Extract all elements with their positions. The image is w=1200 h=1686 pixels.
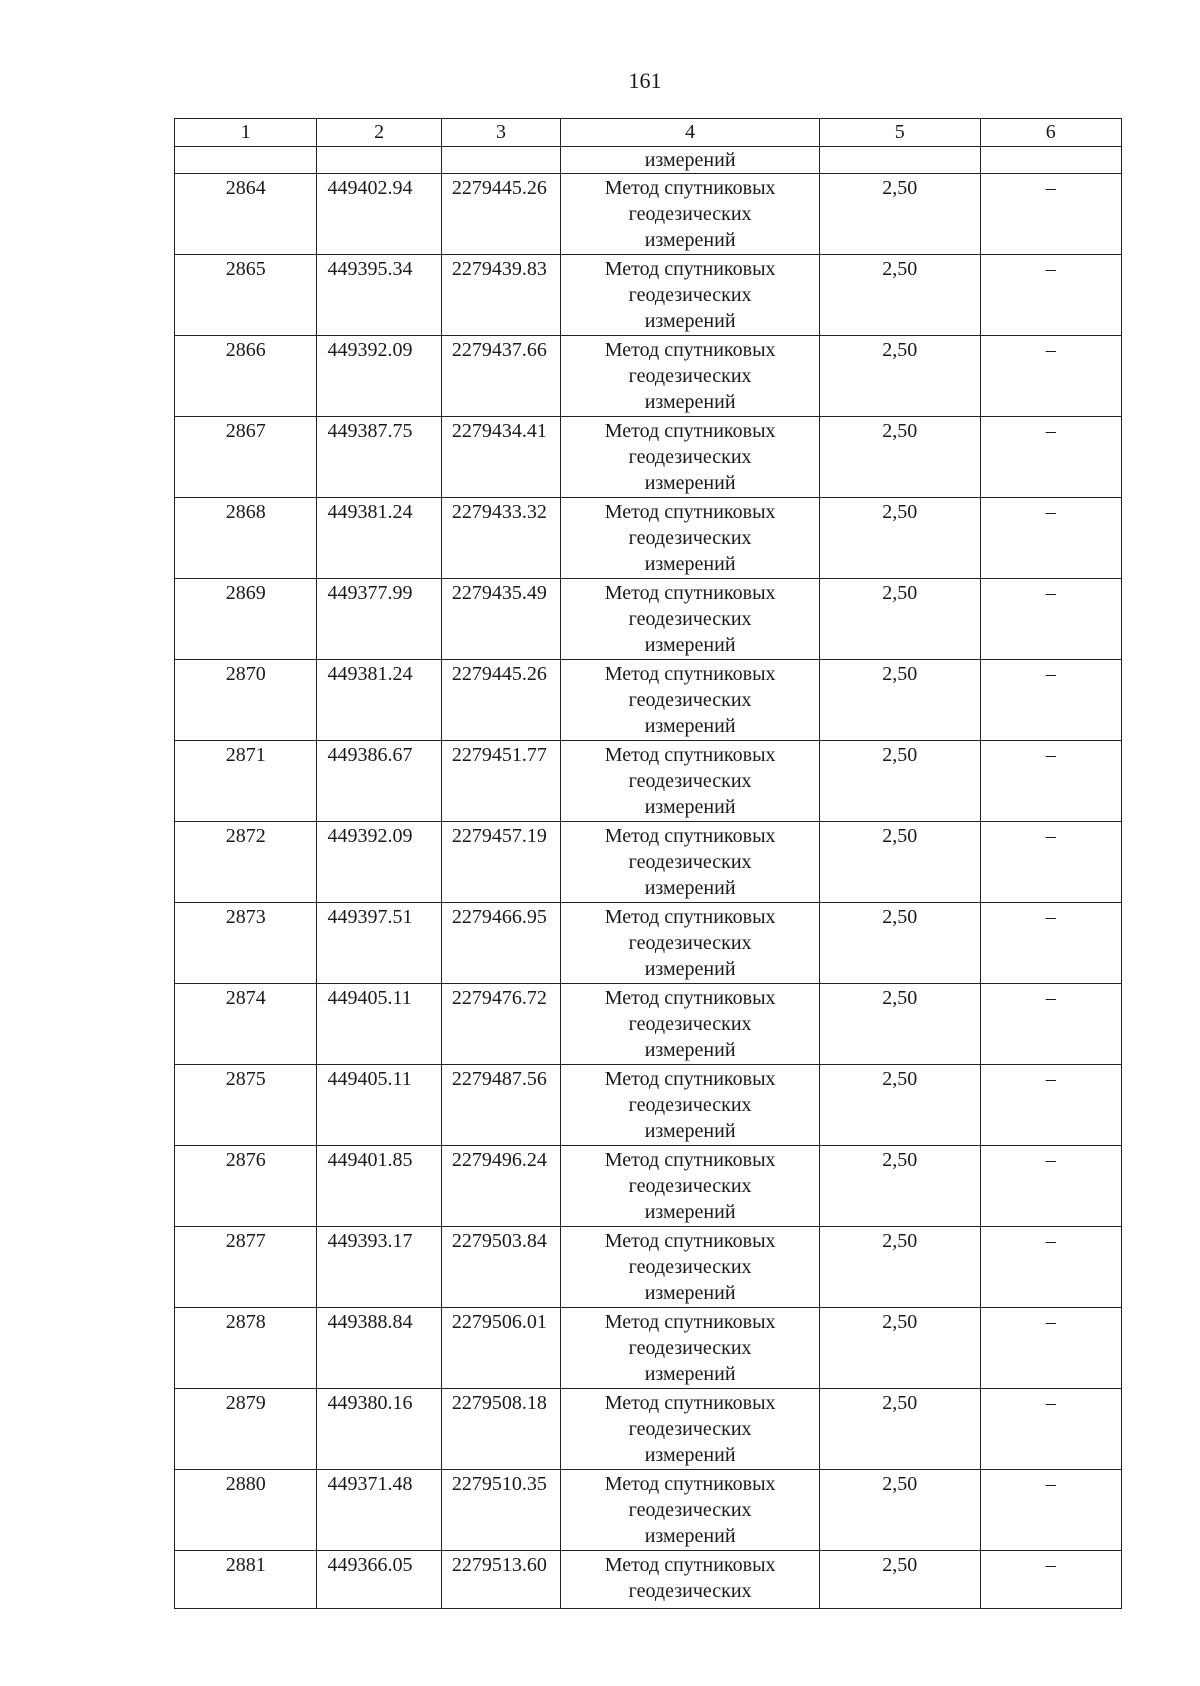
method-line: геодезических <box>628 284 752 306</box>
point-number-cell: 2864 <box>175 174 317 255</box>
method-line: измерений <box>644 1363 736 1385</box>
method-line: Метод спутниковых <box>604 987 776 1009</box>
accuracy-cell: 2,50 <box>820 1146 981 1227</box>
accuracy-cell: 2,50 <box>820 579 981 660</box>
x-coordinate-cell: 449387.75 <box>317 417 441 498</box>
method-cell <box>561 417 820 498</box>
note-cell: – <box>980 1470 1121 1551</box>
method-line: измерений <box>644 472 736 494</box>
method-line: геодезических <box>628 203 752 225</box>
x-coordinate-cell: 449395.34 <box>317 255 441 336</box>
x-coordinate-cell: 449393.17 <box>317 1227 441 1308</box>
x-coordinate-cell: 449380.16 <box>317 1389 441 1470</box>
method-line: Метод спутниковых <box>604 339 776 361</box>
method-cell <box>561 1146 820 1227</box>
method-line: измерений <box>644 310 736 332</box>
y-coordinate-cell: 2279496.24 <box>441 1146 560 1227</box>
table-row <box>175 741 1122 822</box>
note-cell: – <box>980 174 1121 255</box>
table-row <box>175 1470 1122 1551</box>
continuation-row <box>175 147 1122 174</box>
point-number-cell: 2880 <box>175 1470 317 1551</box>
method-line: измерений <box>644 391 736 413</box>
method-line: измерений <box>644 1039 736 1061</box>
accuracy-cell: 2,50 <box>820 660 981 741</box>
x-coordinate-cell: 449366.05 <box>317 1551 441 1609</box>
y-coordinate-cell: 2279466.95 <box>441 903 560 984</box>
method-cell <box>561 498 820 579</box>
table-row <box>175 417 1122 498</box>
y-coordinate-cell: 2279445.26 <box>441 660 560 741</box>
y-coordinate-cell: 2279433.32 <box>441 498 560 579</box>
method-line: Метод спутниковых <box>604 825 776 847</box>
method-cell <box>561 1470 820 1551</box>
table-row <box>175 1146 1122 1227</box>
method-line: Метод спутниковых <box>604 1149 776 1171</box>
x-coordinate-cell: 449402.94 <box>317 174 441 255</box>
x-coordinate-cell: 449381.24 <box>317 498 441 579</box>
method-cell <box>561 822 820 903</box>
method-cell <box>561 174 820 255</box>
method-line: геодезических <box>628 851 752 873</box>
method-cell <box>561 1308 820 1389</box>
method-line: измерений <box>644 877 736 899</box>
x-coordinate-cell: 449392.09 <box>317 336 441 417</box>
note-cell: – <box>980 1308 1121 1389</box>
method-line: геодезических <box>628 608 752 630</box>
y-coordinate-cell: 2279435.49 <box>441 579 560 660</box>
x-coordinate-cell: 449405.11 <box>317 1065 441 1146</box>
point-number-cell: 2869 <box>175 579 317 660</box>
accuracy-cell: 2,50 <box>820 1227 981 1308</box>
accuracy-cell: 2,50 <box>820 1389 981 1470</box>
accuracy-cell: 2,50 <box>820 741 981 822</box>
accuracy-cell: 2,50 <box>820 1065 981 1146</box>
method-line: измерений <box>644 1444 736 1466</box>
column-header: 6 <box>980 119 1121 147</box>
method-line: Метод спутниковых <box>604 1230 776 1252</box>
point-number-cell: 2875 <box>175 1065 317 1146</box>
note-cell: – <box>980 1227 1121 1308</box>
y-coordinate-cell: 2279451.77 <box>441 741 560 822</box>
x-coordinate-cell: 449381.24 <box>317 660 441 741</box>
method-line: Метод спутниковых <box>604 1554 776 1576</box>
method-line: геодезических <box>628 365 752 387</box>
method-line: геодезических <box>628 1418 752 1440</box>
table-row <box>175 498 1122 579</box>
note-cell: – <box>980 984 1121 1065</box>
method-line: геодезических <box>628 932 752 954</box>
x-coordinate-cell: 449401.85 <box>317 1146 441 1227</box>
method-line: измерений <box>644 796 736 818</box>
y-coordinate-cell: 2279434.41 <box>441 417 560 498</box>
point-number-cell: 2879 <box>175 1389 317 1470</box>
table-row <box>175 1227 1122 1308</box>
method-line: геодезических <box>628 1499 752 1521</box>
method-line: Метод спутниковых <box>604 501 776 523</box>
y-coordinate-cell: 2279510.35 <box>441 1470 560 1551</box>
method-line: измерений <box>644 1120 736 1142</box>
table-row <box>175 1551 1122 1609</box>
y-coordinate-cell: 2279513.60 <box>441 1551 560 1609</box>
method-cell <box>561 1389 820 1470</box>
x-coordinate-cell: 449392.09 <box>317 822 441 903</box>
y-coordinate-cell: 2279445.26 <box>441 174 560 255</box>
table-row <box>175 255 1122 336</box>
continuation-text: измерений <box>561 147 820 174</box>
method-line: геодезических <box>628 1094 752 1116</box>
method-line: Метод спутниковых <box>604 1068 776 1090</box>
table-row <box>175 1389 1122 1470</box>
accuracy-cell: 2,50 <box>820 336 981 417</box>
note-cell: – <box>980 579 1121 660</box>
method-line: Метод спутниковых <box>604 582 776 604</box>
method-line: Метод спутниковых <box>604 258 776 280</box>
method-line: геодезических <box>628 446 752 468</box>
accuracy-cell: 2,50 <box>820 1470 981 1551</box>
page-number: 161 <box>628 68 662 93</box>
table-row <box>175 336 1122 417</box>
method-line: измерений <box>644 634 736 656</box>
x-coordinate-cell: 449405.11 <box>317 984 441 1065</box>
accuracy-cell: 2,50 <box>820 1308 981 1389</box>
method-line: измерений <box>644 958 736 980</box>
point-number-cell: 2874 <box>175 984 317 1065</box>
method-line: геодезических <box>628 1256 752 1278</box>
table-row <box>175 174 1122 255</box>
table-cell <box>820 147 981 174</box>
note-cell: – <box>980 822 1121 903</box>
y-coordinate-cell: 2279476.72 <box>441 984 560 1065</box>
table-header-row <box>175 119 1122 147</box>
y-coordinate-cell: 2279437.66 <box>441 336 560 417</box>
method-line: геодезических <box>628 1013 752 1035</box>
point-number-cell: 2878 <box>175 1308 317 1389</box>
method-line: геодезических <box>628 1337 752 1359</box>
note-cell: – <box>980 255 1121 336</box>
point-number-cell: 2871 <box>175 741 317 822</box>
method-line: геодезических <box>628 689 752 711</box>
table-row <box>175 1308 1122 1389</box>
point-number-cell: 2865 <box>175 255 317 336</box>
note-cell: – <box>980 1065 1121 1146</box>
method-line: геодезических <box>628 770 752 792</box>
method-line: измерений <box>644 715 736 737</box>
column-header: 3 <box>441 119 560 147</box>
table-cell <box>441 147 560 174</box>
method-line: Метод спутниковых <box>604 663 776 685</box>
method-cell <box>561 903 820 984</box>
method-line: Метод спутниковых <box>604 420 776 442</box>
y-coordinate-cell: 2279439.83 <box>441 255 560 336</box>
y-coordinate-cell: 2279508.18 <box>441 1389 560 1470</box>
method-line: Метод спутниковых <box>604 744 776 766</box>
point-number-cell: 2877 <box>175 1227 317 1308</box>
accuracy-cell: 2,50 <box>820 417 981 498</box>
point-number-cell: 2868 <box>175 498 317 579</box>
x-coordinate-cell: 449377.99 <box>317 579 441 660</box>
table-row <box>175 660 1122 741</box>
table-row <box>175 984 1122 1065</box>
y-coordinate-cell: 2279457.19 <box>441 822 560 903</box>
method-cell <box>561 1065 820 1146</box>
method-line: Метод спутниковых <box>604 1392 776 1414</box>
note-cell: – <box>980 1551 1121 1609</box>
point-number-cell: 2876 <box>175 1146 317 1227</box>
x-coordinate-cell: 449388.84 <box>317 1308 441 1389</box>
method-line: Метод спутниковых <box>604 1473 776 1495</box>
note-cell: – <box>980 741 1121 822</box>
table-row <box>175 579 1122 660</box>
column-header: 2 <box>317 119 441 147</box>
point-number-cell: 2866 <box>175 336 317 417</box>
y-coordinate-cell: 2279506.01 <box>441 1308 560 1389</box>
table-cell <box>980 147 1121 174</box>
x-coordinate-cell: 449397.51 <box>317 903 441 984</box>
accuracy-cell: 2,50 <box>820 498 981 579</box>
method-cell <box>561 984 820 1065</box>
column-header: 5 <box>820 119 981 147</box>
note-cell: – <box>980 903 1121 984</box>
accuracy-cell: 2,50 <box>820 984 981 1065</box>
method-line: геодезических <box>628 1175 752 1197</box>
method-line: геодезических <box>628 527 752 549</box>
column-header: 4 <box>561 119 820 147</box>
table-row <box>175 822 1122 903</box>
method-cell <box>561 1551 820 1609</box>
point-number-cell: 2872 <box>175 822 317 903</box>
table-row <box>175 1065 1122 1146</box>
note-cell: – <box>980 1146 1121 1227</box>
method-line: измерений <box>644 1201 736 1223</box>
column-header: 1 <box>175 119 317 147</box>
method-line: измерений <box>644 1525 736 1547</box>
point-number-cell: 2873 <box>175 903 317 984</box>
method-line: измерений <box>644 1282 736 1304</box>
point-number-cell: 2881 <box>175 1551 317 1609</box>
coordinates-table <box>174 118 1122 1609</box>
method-line: Метод спутниковых <box>604 177 776 199</box>
point-number-cell: 2870 <box>175 660 317 741</box>
note-cell: – <box>980 660 1121 741</box>
accuracy-cell: 2,50 <box>820 903 981 984</box>
method-cell <box>561 255 820 336</box>
method-line: измерений <box>644 553 736 575</box>
note-cell: – <box>980 1389 1121 1470</box>
x-coordinate-cell: 449386.67 <box>317 741 441 822</box>
table-row <box>175 903 1122 984</box>
method-line: Метод спутниковых <box>604 1311 776 1333</box>
y-coordinate-cell: 2279503.84 <box>441 1227 560 1308</box>
table-cell <box>175 147 317 174</box>
x-coordinate-cell: 449371.48 <box>317 1470 441 1551</box>
accuracy-cell: 2,50 <box>820 174 981 255</box>
y-coordinate-cell: 2279487.56 <box>441 1065 560 1146</box>
method-line: измерений <box>644 229 736 251</box>
table-cell <box>317 147 441 174</box>
accuracy-cell: 2,50 <box>820 1551 981 1609</box>
method-cell <box>561 1227 820 1308</box>
point-number-cell: 2867 <box>175 417 317 498</box>
accuracy-cell: 2,50 <box>820 255 981 336</box>
method-cell <box>561 660 820 741</box>
accuracy-cell: 2,50 <box>820 822 981 903</box>
method-cell <box>561 579 820 660</box>
note-cell: – <box>980 498 1121 579</box>
method-line: Метод спутниковых <box>604 906 776 928</box>
method-cell <box>561 336 820 417</box>
method-line: геодезических <box>628 1580 752 1602</box>
note-cell: – <box>980 336 1121 417</box>
method-cell <box>561 741 820 822</box>
note-cell: – <box>980 417 1121 498</box>
